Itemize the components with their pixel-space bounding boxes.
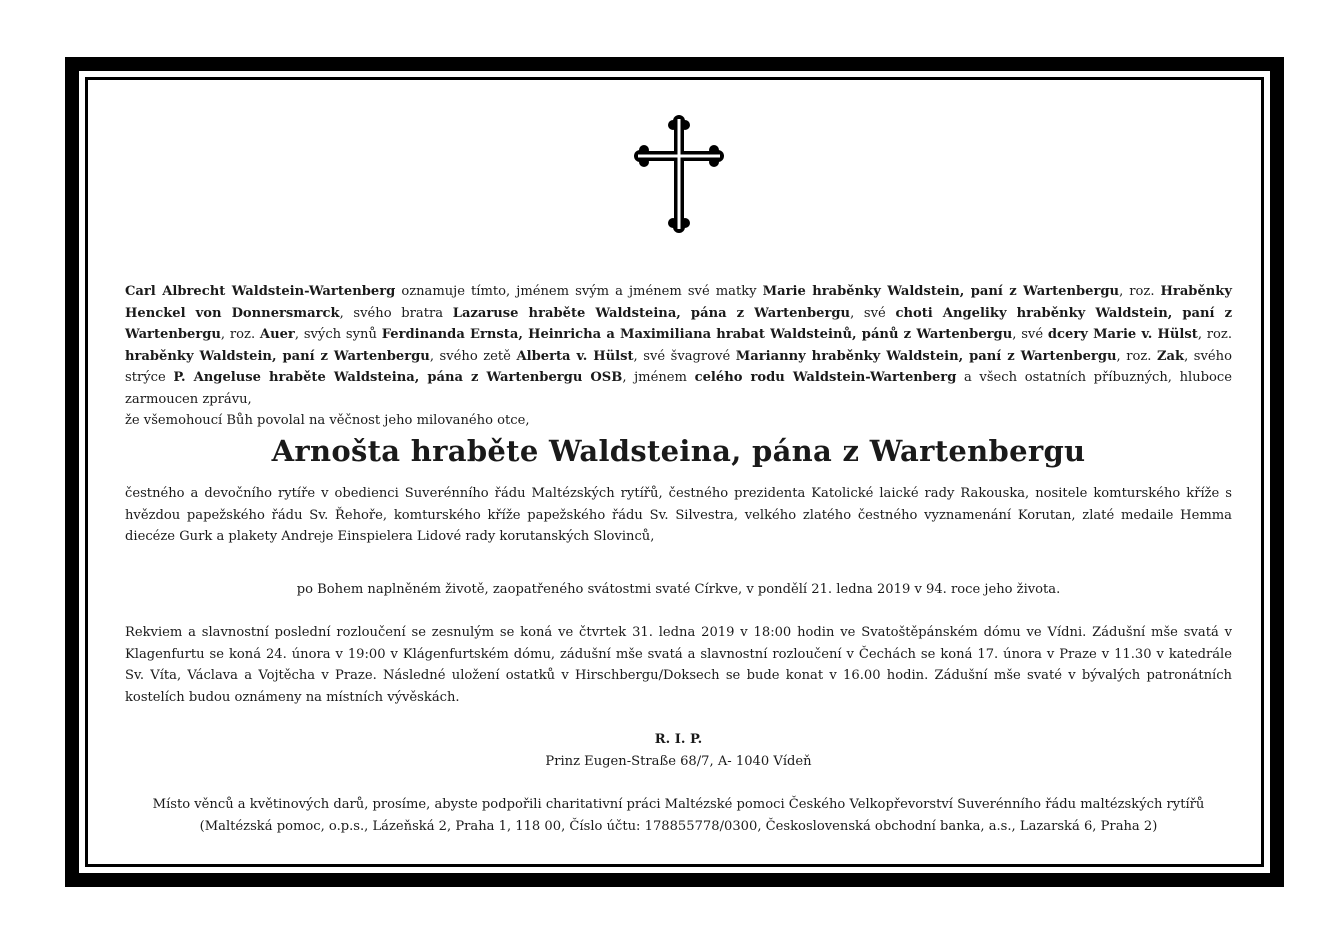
- son-in-law-name: Alberta v. Hülst: [516, 348, 634, 364]
- family-name: celého rodu Waldstein-Wartenberg: [694, 370, 957, 385]
- intro-text: , roz.: [1197, 327, 1232, 342]
- intro-text: a všech ostatních příbuzných, hluboce zarmoucen zprávu,: [125, 370, 1232, 407]
- sons-names: Ferdinanda Ernsta, Heinricha a Maximiliana hrabat Waldsteinů, pánů z Wartenbergu: [381, 327, 1013, 342]
- intro-text: , roz.: [1116, 348, 1157, 364]
- intro-text: , roz.: [220, 327, 260, 342]
- intro-text: , svého zetě: [429, 348, 517, 364]
- donation-line-2: (Maltézská pomoc, o.p.s., Lázeňská 2, Praha 1, 118 00, Číslo účtu: 178855778/0300, Československá obchodní banka, a.s., Lazarská 6, Praha 2): [199, 818, 1158, 834]
- intro-text: oznamuje tímto, jménem svým a jménem své matky: [395, 284, 763, 299]
- intro-text: , roz.: [1119, 284, 1161, 299]
- intro-text: , své: [850, 305, 896, 321]
- deceased-name: Arnošta hraběte Waldsteina, pána z Wartenbergu: [271, 434, 1086, 468]
- cross-icon: [633, 113, 725, 235]
- announcer-name: Carl Albrecht Waldstein-Wartenberg: [125, 284, 396, 299]
- honors-paragraph: čestného a devočního rytíře v obedienci Suverénního řádu Maltézských rytířů, čestného prezidenta Katolické laické rady Rakouska, nositele komturského kříže s hvězdou papežského řádu Sv. Řehoře, komturského kříže papežského řádu Sv. Silvestra, velkého zlatého čestného vyznamenání Korutan, zlaté medaile Hemma diecéze Gurk a plakety Andreje Einspielera Lidové rady korutanských Slovinců,: [125, 486, 1232, 544]
- wife-birth-name: Auer: [259, 327, 295, 342]
- announcement-paragraph: [125, 281, 1232, 432]
- intro-text: , svého strýce: [125, 348, 1232, 385]
- intro-closing-line: že všemohoucí Bůh povolal na věčnost jeho milovaného otce,: [125, 413, 530, 428]
- family-address: Prinz Eugen-Straße 68/7, A- 1040 Vídeň: [545, 754, 812, 769]
- intro-text: , své: [1012, 327, 1048, 342]
- daughter-birth-name: hraběnky Waldstein, paní z Wartenbergu: [125, 348, 430, 364]
- wife-name: choti Angeliky hraběnky Waldstein, paní z Wartenbergu: [125, 305, 1233, 342]
- intro-text: , jménem: [622, 370, 695, 385]
- uncle-name: P. Angeluse hraběte Waldsteina, pána z Wartenbergu OSB: [173, 370, 623, 385]
- daughter-name: dcery Marie v. Hülst: [1047, 327, 1198, 342]
- sister-in-law-name: Marianny hraběnky Waldstein, paní z Wartenbergu: [735, 348, 1117, 364]
- funeral-details: Rekviem a slavnostní poslední rozloučení se zesnulým se koná ve čtvrtek 31. ledna 2019 v 18:00 hodin ve Svatoštěpánském dómu ve Vídni. Zádušní mše svatá v Klagenfurtu se koná 24. února v 19:00 v Klágenfurtském dómu, zádušní mše svatá a slavnostní rozloučení v Čechách se koná 17. února v Praze v 11.30 v katedrále Sv. Víta, Václava a Vojtěcha v Praze. Následné uložení ostatků v Hirschbergu/Doksech se bude konat v 16.00 hodin. Zádušní mše svaté v bývalých patronátních kostelích budou oznámeny na místních vývěskách.: [125, 625, 1232, 705]
- sister-in-law-birth-name: Zak: [1156, 348, 1185, 364]
- donation-notice: [125, 794, 1232, 837]
- intro-text: , svého bratra: [339, 305, 453, 321]
- mother-name: Marie hraběnky Waldstein, paní z Wartenbergu: [762, 284, 1120, 299]
- death-statement: po Bohem naplněném životě, zaopatřeného svátostmi svaté Církve, v pondělí 21. ledna 2019 v 94. roce jeho života.: [296, 582, 1061, 597]
- brother-name: Lazaruse hraběte Waldsteina, pána z Wartenbergu: [452, 305, 851, 321]
- intro-text: , své švagrové: [633, 348, 736, 364]
- intro-text: , svých synů: [294, 327, 382, 342]
- rip-line: R. I. P.: [654, 732, 703, 747]
- mother-birth-name: Hraběnky Henckel von Donnersmarck: [125, 284, 1232, 321]
- donation-line-1: Místo věnců a květinových darů, prosíme, abyste podpořili charitativní práci Maltézské pomoci Českého Velkopřevorství Suverénního řádu maltézských rytířů: [152, 797, 1205, 812]
